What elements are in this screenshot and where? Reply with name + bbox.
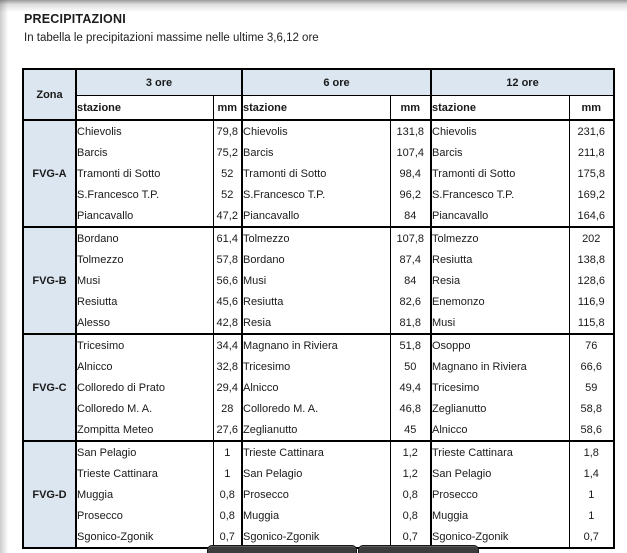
station-cell: Magnano in Riviera — [431, 356, 569, 377]
table-row — [23, 312, 614, 334]
mm-cell: 1 — [588, 488, 595, 501]
mm-cell: 52 — [213, 184, 242, 205]
mm-cell: 51,8 — [390, 334, 431, 356]
station-cell: Muggia — [76, 484, 213, 505]
station-cell: Trieste Cattinara — [76, 463, 213, 484]
precipitation-table — [22, 68, 615, 549]
station-cell: Zompitta Meteo — [76, 419, 213, 441]
mm-cell: 61,4 — [213, 227, 242, 249]
station-cell: Resiutta — [242, 291, 390, 312]
mm-cell: 107,4 — [390, 142, 431, 163]
station-cell: Zeglianutto — [242, 419, 390, 441]
station-cell: Musi — [76, 270, 213, 291]
mm-cell: 0,7 — [213, 526, 242, 548]
station-cell: Tricesimo — [76, 334, 213, 356]
mm-cell: 0,7 — [583, 530, 599, 543]
station-cell: Colloredo M. A. — [242, 398, 390, 419]
mm-cell: 1,2 — [390, 463, 431, 484]
station-cell: Enemonzo — [431, 291, 569, 312]
table-row — [23, 484, 614, 505]
station-cell: S.Francesco T.P. — [242, 184, 390, 205]
mm-cell: 42,8 — [213, 312, 242, 334]
station-cell: Tolmezzo — [242, 227, 390, 249]
station-cell: Muggia — [242, 505, 390, 526]
mm-cell: 58,6 — [580, 423, 602, 436]
table-row — [23, 249, 614, 270]
station-cell: Tramonti di Sotto — [76, 163, 213, 184]
table-row — [23, 441, 614, 463]
station-cell: Tolmezzo — [76, 249, 213, 270]
station-cell: Chievolis — [242, 120, 390, 142]
zone-label-fvg-d: FVG-D — [23, 441, 76, 548]
station-cell: Alnicco — [431, 419, 569, 441]
mm-cell: 0,7 — [390, 526, 431, 548]
station-cell: Tricesimo — [242, 356, 390, 377]
mm-cell: 175,8 — [577, 167, 606, 180]
mm-cell: 1 — [213, 463, 242, 484]
mm-cell: 52 — [213, 163, 242, 184]
header-3-ore: 3 ore — [76, 69, 242, 96]
mm-cell: 1 — [213, 441, 242, 463]
mm-cell: 202 — [569, 227, 614, 249]
mm-cell: 0,8 — [213, 484, 242, 505]
page-title: PRECIPITAZIONI — [24, 12, 126, 26]
station-cell: S.Francesco T.P. — [431, 184, 569, 205]
mm-cell: 57,8 — [213, 249, 242, 270]
table-row — [23, 184, 614, 205]
mm-cell: 107,8 — [390, 227, 431, 249]
mm-cell: 66,6 — [580, 360, 602, 373]
mm-cell: 1 — [588, 509, 595, 522]
mm-cell: 46,8 — [390, 398, 431, 419]
mm-cell: 27,6 — [213, 419, 242, 441]
station-cell: Alesso — [76, 312, 213, 334]
station-cell: Chievolis — [76, 120, 213, 142]
station-cell: Osoppo — [431, 334, 569, 356]
mm-cell: 58,8 — [580, 402, 602, 415]
table-row — [23, 419, 614, 441]
station-cell: Trieste Cattinara — [431, 441, 569, 463]
header-mm-12: mm — [569, 96, 614, 121]
header-12-ore: 12 ore — [431, 69, 614, 96]
station-cell: Tramonti di Sotto — [242, 163, 390, 184]
mm-cell: 84 — [390, 205, 431, 227]
header-mm-6: mm — [390, 96, 431, 121]
header-mm-3: mm — [213, 96, 242, 121]
mm-cell: 59 — [585, 381, 598, 394]
mm-cell: 164,6 — [577, 209, 606, 222]
table-row — [23, 463, 614, 484]
table-row — [23, 142, 614, 163]
mm-cell: 82,6 — [390, 291, 431, 312]
table-row — [23, 291, 614, 312]
station-cell: Piancavallo — [431, 205, 569, 227]
mm-cell: 49,4 — [390, 377, 431, 398]
table-row — [23, 356, 614, 377]
partial-dark-button-left[interactable] — [207, 545, 357, 553]
table-row — [23, 205, 614, 227]
station-cell: Barcis — [431, 142, 569, 163]
mm-cell: 81,8 — [390, 312, 431, 334]
table-row — [23, 334, 614, 356]
header-6-ore: 6 ore — [242, 69, 431, 96]
table-row — [23, 120, 614, 142]
mm-cell: 0,8 — [213, 505, 242, 526]
mm-cell: 87,4 — [390, 249, 431, 270]
mm-cell: 29,4 — [213, 377, 242, 398]
station-cell: Tolmezzo — [431, 227, 569, 249]
station-cell: Trieste Cattinara — [242, 441, 390, 463]
mm-cell: 50 — [390, 356, 431, 377]
station-cell: Prosecco — [76, 505, 213, 526]
page-subtitle: In tabella le precipitazioni massime nelle ultime 3,6,12 ore — [24, 32, 319, 44]
station-cell: Sgonico-Zgonik — [242, 526, 390, 548]
station-cell: Sgonico-Zgonik — [431, 526, 569, 548]
station-cell: Barcis — [76, 142, 213, 163]
mm-cell: 1,8 — [569, 441, 614, 463]
mm-cell: 34,4 — [213, 334, 242, 356]
mm-cell: 1,4 — [583, 467, 599, 480]
table-header-row-groups — [23, 69, 614, 96]
mm-cell: 0,8 — [390, 505, 431, 526]
zone-label-fvg-b: FVG-B — [23, 227, 76, 334]
header-zona: Zona — [23, 69, 76, 120]
table-row — [23, 505, 614, 526]
station-cell: Alnicco — [242, 377, 390, 398]
header-stazione-12: stazione — [431, 96, 569, 121]
station-cell: Colloredo di Prato — [76, 377, 213, 398]
mm-cell: 231,6 — [569, 120, 614, 142]
mm-cell: 28 — [213, 398, 242, 419]
mm-cell: 98,4 — [390, 163, 431, 184]
station-cell: Barcis — [242, 142, 390, 163]
station-cell: Resia — [242, 312, 390, 334]
station-cell: Prosecco — [242, 484, 390, 505]
mm-cell: 56,6 — [213, 270, 242, 291]
station-cell: Piancavallo — [242, 205, 390, 227]
station-cell: Prosecco — [431, 484, 569, 505]
station-cell: Magnano in Riviera — [242, 334, 390, 356]
mm-cell: 211,8 — [577, 146, 605, 159]
station-cell: Tricesimo — [431, 377, 569, 398]
mm-cell: 45 — [390, 419, 431, 441]
station-cell: Bordano — [76, 227, 213, 249]
station-cell: Zeglianutto — [431, 398, 569, 419]
station-cell: S.Francesco T.P. — [76, 184, 213, 205]
mm-cell: 76 — [569, 334, 614, 356]
page-edge-shadow-top — [0, 0, 627, 12]
zone-label-fvg-a: FVG-A — [23, 120, 76, 227]
mm-cell: 0,8 — [390, 484, 431, 505]
table-row — [23, 163, 614, 184]
station-cell: Resiutta — [431, 249, 569, 270]
mm-cell: 131,8 — [390, 120, 431, 142]
table-header-row-columns — [23, 96, 614, 121]
station-cell: San Pelagio — [76, 441, 213, 463]
mm-cell: 96,2 — [390, 184, 431, 205]
station-cell: Piancavallo — [76, 205, 213, 227]
mm-cell: 45,6 — [213, 291, 242, 312]
zone-label-fvg-c: FVG-C — [23, 334, 76, 441]
station-cell: Bordano — [242, 249, 390, 270]
mm-cell: 79,8 — [213, 120, 242, 142]
header-stazione-3: stazione — [76, 96, 213, 121]
station-cell: Resiutta — [76, 291, 213, 312]
mm-cell: 32,8 — [213, 356, 242, 377]
mm-cell: 75,2 — [213, 142, 242, 163]
mm-cell: 169,2 — [577, 188, 606, 201]
station-cell: San Pelagio — [242, 463, 390, 484]
mm-cell: 138,8 — [577, 253, 606, 266]
station-cell: Alnicco — [76, 356, 213, 377]
mm-cell: 116,9 — [577, 295, 605, 308]
page-edge-shadow-left — [0, 0, 8, 553]
table-row — [23, 227, 614, 249]
station-cell: Musi — [242, 270, 390, 291]
mm-cell: 1,2 — [390, 441, 431, 463]
mm-cell: 84 — [390, 270, 431, 291]
station-cell: Resia — [431, 270, 569, 291]
station-cell: Tramonti di Sotto — [431, 163, 569, 184]
mm-cell: 128,6 — [577, 274, 606, 287]
header-stazione-6: stazione — [242, 96, 390, 121]
station-cell: Colloredo M. A. — [76, 398, 213, 419]
table-row — [23, 377, 614, 398]
mm-cell: 47,2 — [213, 205, 242, 227]
station-cell: Chievolis — [431, 120, 569, 142]
mm-cell: 115,8 — [577, 316, 605, 329]
station-cell: Sgonico-Zgonik — [76, 526, 213, 548]
table-row — [23, 270, 614, 291]
table-row — [23, 398, 614, 419]
station-cell: Muggia — [431, 505, 569, 526]
station-cell: San Pelagio — [431, 463, 569, 484]
partial-dark-button-right[interactable] — [358, 545, 479, 553]
station-cell: Musi — [431, 312, 569, 334]
